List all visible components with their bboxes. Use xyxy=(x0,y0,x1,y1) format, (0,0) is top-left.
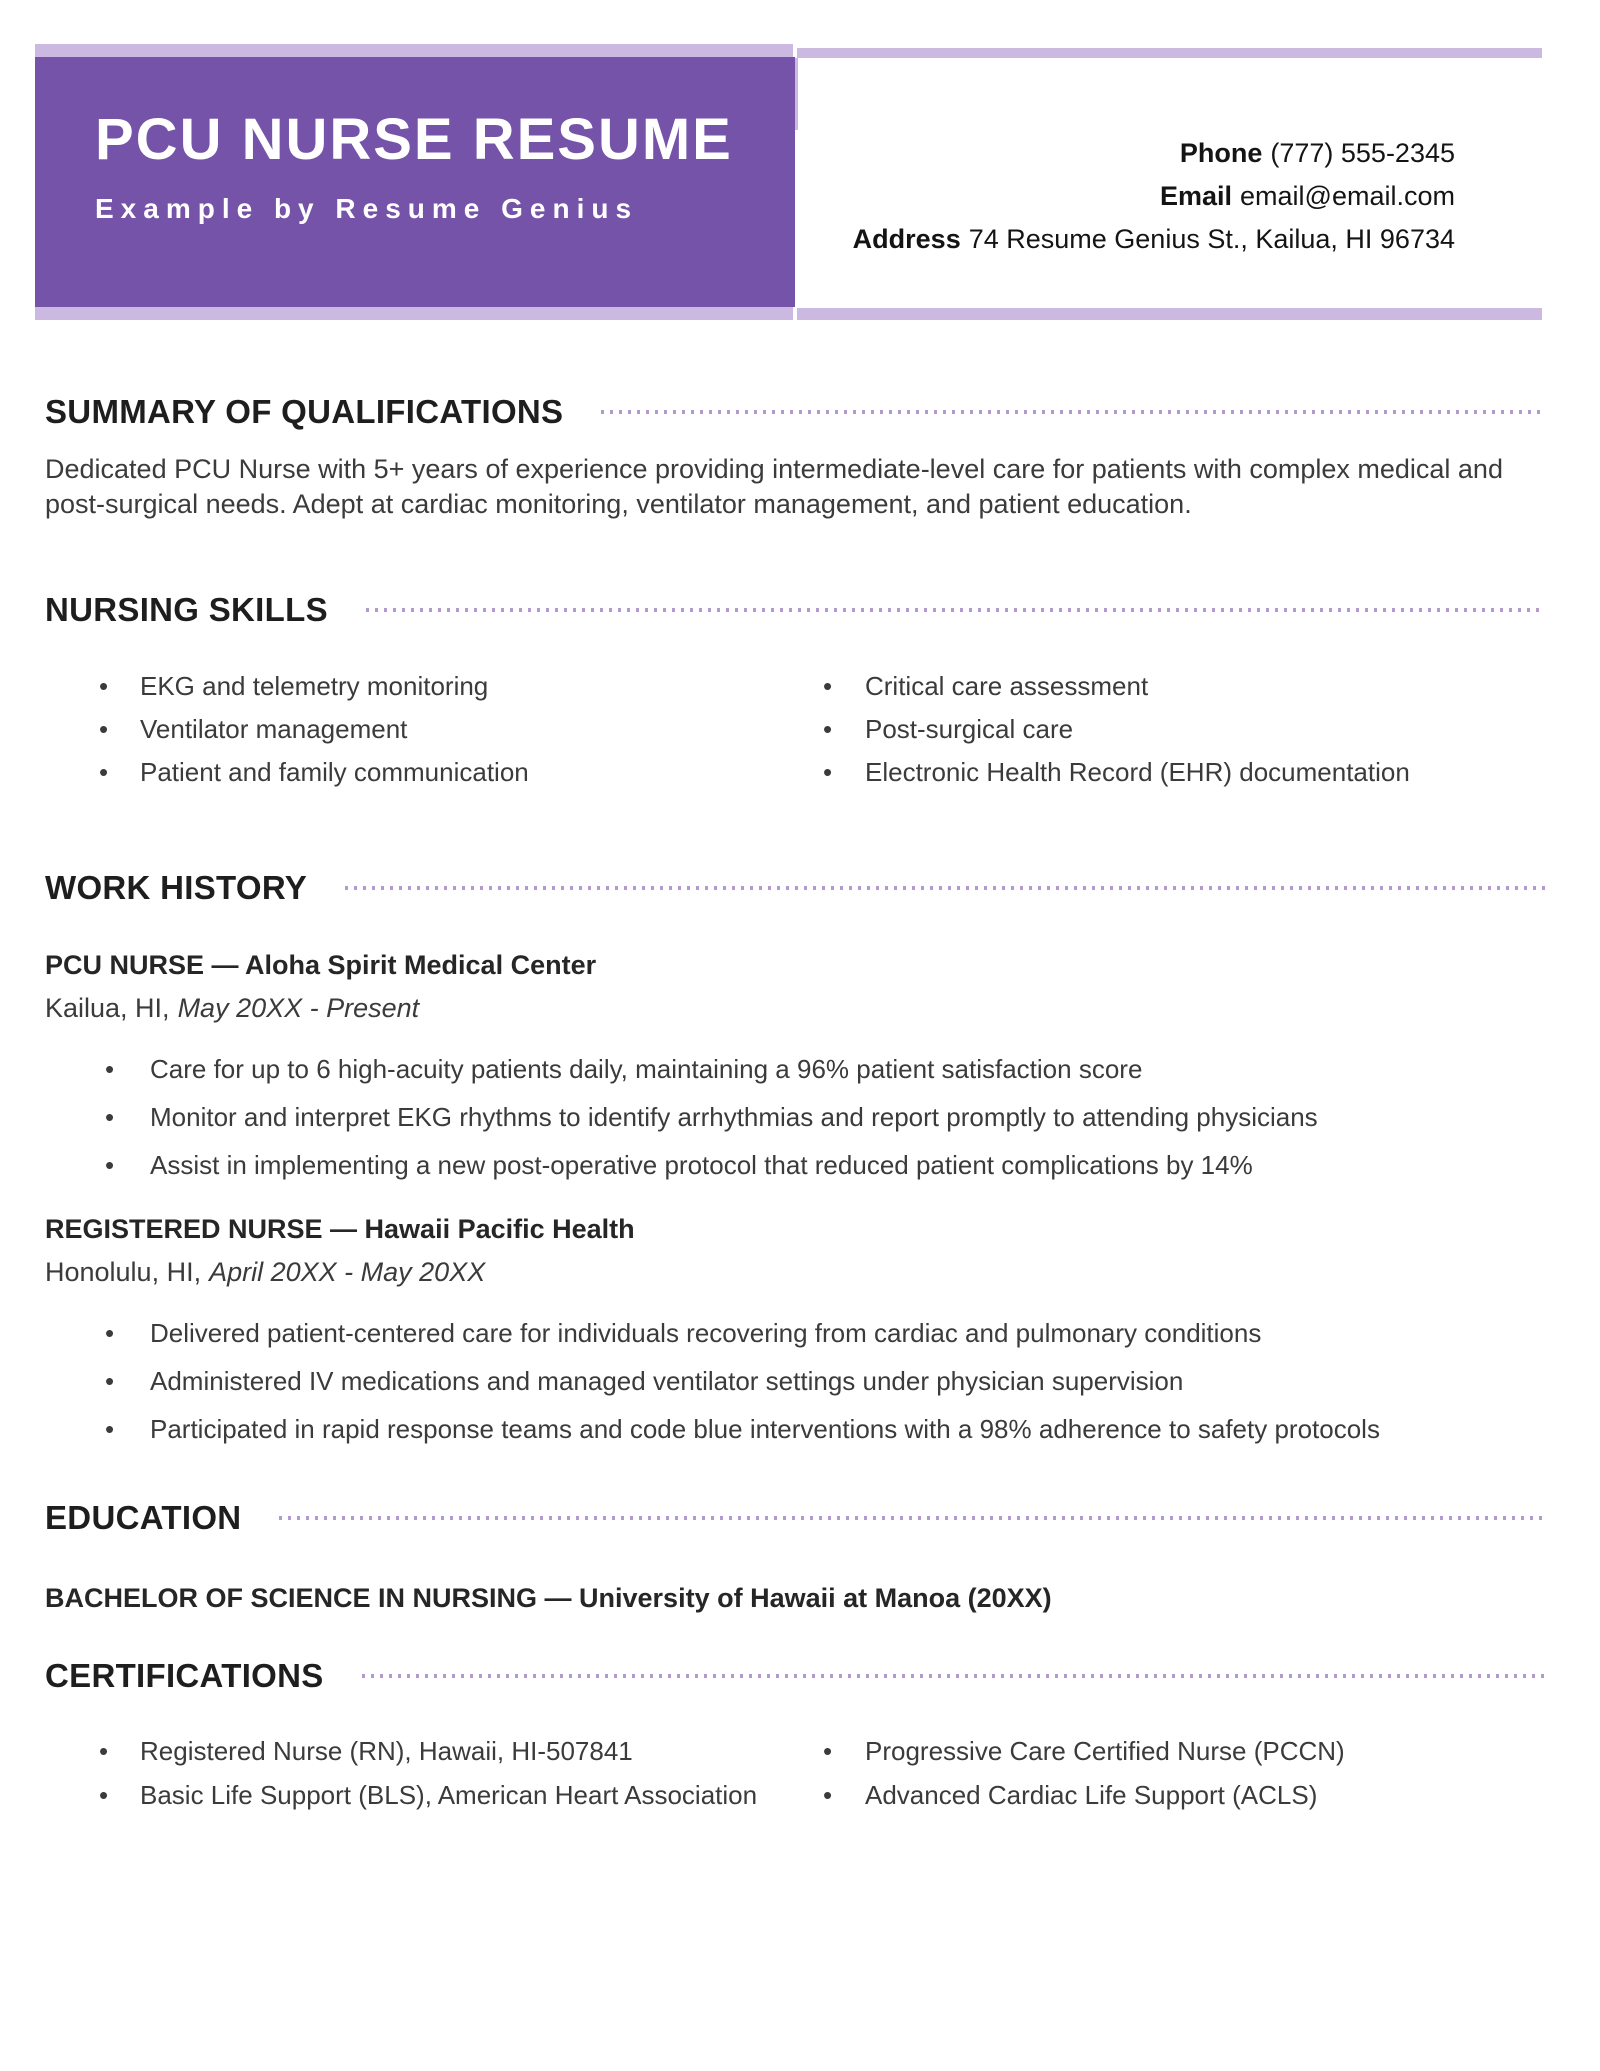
contact-phone-row xyxy=(853,132,1455,175)
job-title: REGISTERED NURSE — Hawaii Pacific Health xyxy=(45,1214,635,1244)
bullet-icon xyxy=(99,669,140,703)
certification-label: Registered Nurse (RN), Hawaii, HI-507841 xyxy=(140,1736,633,1766)
skills-heading: NURSING SKILLS xyxy=(45,591,328,628)
work-heading-row xyxy=(45,868,1545,908)
list-item xyxy=(819,669,1545,703)
dotted-divider xyxy=(601,410,1545,414)
education-heading-row xyxy=(45,1498,1545,1538)
bullet-icon xyxy=(823,712,865,746)
work-heading: WORK HISTORY xyxy=(45,869,308,906)
bullet-icon xyxy=(99,755,140,789)
resume-title: PCU NURSE RESUME xyxy=(95,107,733,172)
dotted-divider xyxy=(345,886,1545,890)
section-work-history xyxy=(45,868,1545,1460)
list-item xyxy=(819,1778,1545,1812)
section-education xyxy=(45,1498,1545,1616)
job-location: Kailua, HI, xyxy=(45,993,170,1023)
job-bullet-text: Participated in rapid response teams and code blue interventions with a 98% adherence to safety protocols xyxy=(150,1414,1380,1444)
header-top-accent-bar-right xyxy=(797,48,1542,58)
certifications-column-right xyxy=(819,1734,1545,1822)
certifications-heading-row xyxy=(45,1656,1545,1696)
header-bottom-accent-bar-right xyxy=(797,308,1542,320)
list-item xyxy=(45,1316,1545,1350)
job-location: Honolulu, HI, xyxy=(45,1257,202,1287)
certifications-list xyxy=(45,1734,1545,1822)
certification-label: Advanced Cardiac Life Support (ACLS) xyxy=(865,1780,1318,1810)
list-item xyxy=(45,669,819,703)
job-entry xyxy=(45,946,1545,1182)
job-meta xyxy=(45,1254,1545,1290)
skills-heading-row xyxy=(45,590,1545,630)
dotted-divider xyxy=(366,608,1545,612)
contact-phone-value: (777) 555-2345 xyxy=(1270,138,1455,168)
list-item xyxy=(819,712,1545,746)
bullet-icon xyxy=(823,1734,865,1768)
header-title-box xyxy=(35,57,795,307)
bullet-icon xyxy=(823,1778,865,1812)
header-top-accent-bar-left xyxy=(35,44,793,57)
skill-label: Ventilator management xyxy=(140,714,408,744)
job-bullets xyxy=(45,1052,1545,1182)
skills-column-right xyxy=(819,669,1545,798)
skill-label: EKG and telemetry monitoring xyxy=(140,671,489,701)
header-bottom-accent-bar-left xyxy=(35,307,793,320)
list-item xyxy=(45,1364,1545,1398)
job-entry xyxy=(45,1210,1545,1446)
skill-label: Patient and family communication xyxy=(140,757,529,787)
contact-address-value: 74 Resume Genius St., Kailua, HI 96734 xyxy=(968,224,1455,254)
section-skills xyxy=(45,590,1545,798)
contact-email-label: Email xyxy=(1159,181,1233,211)
bullet-icon xyxy=(105,1412,150,1446)
bullet-icon xyxy=(99,1778,140,1812)
certifications-heading: CERTIFICATIONS xyxy=(45,1657,324,1694)
list-item xyxy=(45,755,819,789)
job-dates: May 20XX - Present xyxy=(177,993,420,1023)
bullet-icon xyxy=(99,1734,140,1768)
education-degree: BACHELOR OF SCIENCE IN NURSING — University of Hawaii at Manoa (20XX) xyxy=(45,1583,1052,1613)
list-item xyxy=(45,1412,1545,1446)
job-bullets xyxy=(45,1316,1545,1446)
bullet-icon xyxy=(99,712,140,746)
list-item xyxy=(45,1052,1545,1086)
section-certifications xyxy=(45,1656,1545,1822)
bullet-icon xyxy=(105,1100,150,1134)
bullet-icon xyxy=(105,1316,150,1350)
contact-block xyxy=(853,132,1455,261)
list-item xyxy=(819,755,1545,789)
job-meta xyxy=(45,990,1545,1026)
contact-address-label: Address xyxy=(852,224,961,254)
list-item xyxy=(45,712,819,746)
summary-paragraph: Dedicated PCU Nurse with 5+ years of experience providing intermediate-level care for patients with complex medical and post-surgical needs. Adept at cardiac monitoring, ventilator management, and patient education. xyxy=(45,454,1503,519)
bullet-icon xyxy=(823,669,865,703)
job-dates: April 20XX - May 20XX xyxy=(209,1257,486,1287)
bullet-icon xyxy=(105,1364,150,1398)
section-summary xyxy=(45,392,1545,522)
contact-email-row xyxy=(853,175,1455,218)
job-bullet-text: Administered IV medications and managed ventilator settings under physician supervision xyxy=(150,1366,1184,1396)
list-item xyxy=(45,1778,819,1812)
contact-phone-label: Phone xyxy=(1179,138,1263,168)
bullet-icon xyxy=(105,1148,150,1182)
job-bullet-text: Assist in implementing a new post-operative protocol that reduced patient complications by 14% xyxy=(150,1150,1253,1180)
job-bullet-text: Monitor and interpret EKG rhythms to identify arrhythmias and report promptly to attending physicians xyxy=(150,1102,1318,1132)
list-item xyxy=(45,1100,1545,1134)
resume-subtitle: Example by Resume Genius xyxy=(95,193,639,224)
contact-email-value: email@email.com xyxy=(1240,181,1455,211)
job-bullet-text: Delivered patient-centered care for individuals recovering from cardiac and pulmonary conditions xyxy=(150,1318,1262,1348)
certifications-column-left xyxy=(45,1734,819,1822)
skill-label: Electronic Health Record (EHR) documentation xyxy=(865,757,1410,787)
summary-heading-row xyxy=(45,392,1545,432)
bullet-icon xyxy=(105,1052,150,1086)
job-bullet-text: Care for up to 6 high-acuity patients daily, maintaining a 96% patient satisfaction score xyxy=(150,1054,1143,1084)
list-item xyxy=(45,1734,819,1768)
job-title: PCU NURSE — Aloha Spirit Medical Center xyxy=(45,950,597,980)
summary-heading: SUMMARY OF QUALIFICATIONS xyxy=(45,393,564,430)
dotted-divider xyxy=(279,1516,1545,1520)
education-heading: EDUCATION xyxy=(45,1499,242,1536)
contact-address-row xyxy=(853,218,1455,261)
skill-label: Post-surgical care xyxy=(865,714,1074,744)
certification-label: Progressive Care Certified Nurse (PCCN) xyxy=(865,1736,1345,1766)
skills-list xyxy=(45,669,1545,798)
bullet-icon xyxy=(823,755,865,789)
skills-column-left xyxy=(45,669,819,798)
skill-label: Critical care assessment xyxy=(865,671,1149,701)
list-item xyxy=(819,1734,1545,1768)
certification-label: Basic Life Support (BLS), American Heart Association xyxy=(140,1780,758,1810)
dotted-divider xyxy=(362,1674,1545,1678)
list-item xyxy=(45,1148,1545,1182)
